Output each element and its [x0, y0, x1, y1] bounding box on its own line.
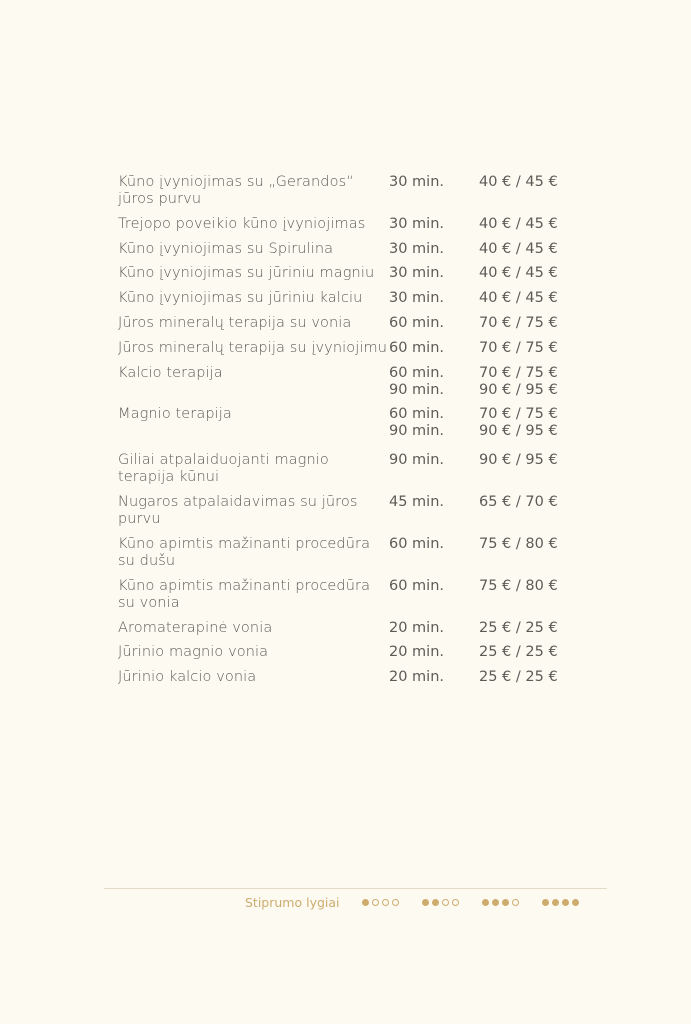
legend-label: Stiprumo lygiai: [245, 895, 340, 910]
treatment-price: 90 € / 95 €: [479, 452, 558, 469]
menu-row: [118, 241, 578, 258]
treatment-price: 70 € / 75 €: [479, 314, 558, 331]
treatment-price: 75 € / 80 €: [479, 535, 558, 552]
treatment-price: 70 € / 75 €: [479, 339, 558, 356]
filled-dot-icon: [492, 899, 499, 906]
menu-row: [118, 669, 578, 686]
empty-dot-icon: [372, 899, 379, 906]
treatment-price: 65 € / 70 €: [479, 494, 558, 511]
filled-dot-icon: [542, 899, 549, 906]
treatment-duration: 60 min. 90 min.: [389, 364, 445, 398]
menu-row: [118, 620, 578, 637]
treatment-name: Aromaterapinė vonia: [118, 619, 273, 636]
treatment-name: Kūno apimtis mažinanti procedūra su vonia: [118, 577, 371, 611]
treatment-duration: 30 min.: [389, 290, 445, 307]
menu-row: [118, 216, 578, 233]
menu-row: [118, 578, 578, 612]
treatment-name: Jūros mineralų terapija su įvyniojimu: [118, 339, 387, 356]
treatment-duration: 20 min.: [389, 644, 445, 661]
treatment-price: 40 € / 45 €: [479, 174, 558, 190]
treatment-duration: 60 min.: [389, 577, 445, 594]
treatment-name: Nugaros atpalaidavimas su jūros purvu: [118, 494, 358, 528]
empty-dot-icon: [452, 899, 459, 906]
treatment-price: 75 € / 80 €: [479, 577, 558, 594]
menu-row: [118, 290, 578, 307]
menu-row: [118, 406, 578, 440]
filled-dot-icon: [422, 899, 429, 906]
treatment-price: 40 € / 45 €: [479, 240, 558, 257]
treatment-duration: 90 min.: [389, 452, 445, 469]
intensity-levels: [362, 899, 582, 906]
filled-dot-icon: [502, 899, 509, 906]
treatment-duration: 45 min.: [389, 494, 445, 511]
menu-row: [118, 452, 578, 486]
treatment-duration: 30 min.: [389, 215, 445, 232]
footer-divider: [104, 888, 607, 889]
treatment-name: Jūrinio kalcio vonia: [118, 669, 257, 686]
empty-dot-icon: [392, 899, 399, 906]
filled-dot-icon: [552, 899, 559, 906]
treatment-name: Trejopo poveikio kūno įvyniojimas: [118, 215, 366, 232]
intensity-level-1: [362, 899, 402, 906]
treatment-duration: 60 min.: [389, 339, 445, 356]
treatment-name: Magnio terapija: [118, 406, 232, 423]
treatment-price: 25 € / 25 €: [479, 644, 558, 661]
treatment-name: Kūno įvyniojimas su jūriniu kalciu: [118, 290, 363, 307]
treatment-menu: [118, 174, 578, 694]
empty-dot-icon: [512, 899, 519, 906]
treatment-name: Jūrinio magnio vonia: [118, 644, 269, 661]
treatment-price: 70 € / 75 € 90 € / 95 €: [479, 364, 558, 398]
treatment-price: 40 € / 45 €: [479, 215, 558, 232]
menu-row: [118, 315, 578, 332]
intensity-level-3: [482, 899, 522, 906]
menu-row: [118, 174, 578, 208]
intensity-legend: [245, 895, 582, 910]
filled-dot-icon: [482, 899, 489, 906]
treatment-price: 25 € / 25 €: [479, 619, 558, 636]
treatment-name: Kūno įvyniojimas su Spirulina: [118, 240, 334, 257]
menu-row: [118, 644, 578, 661]
treatment-name: Kūno įvyniojimas su jūriniu magniu: [118, 265, 375, 282]
treatment-name: Kūno apimtis mažinanti procedūra su dušu: [118, 535, 371, 569]
menu-row: [118, 365, 578, 399]
treatment-duration: 20 min.: [389, 619, 445, 636]
treatment-price: 40 € / 45 €: [479, 265, 558, 282]
treatment-duration: 30 min.: [389, 174, 445, 190]
menu-row: [118, 265, 578, 282]
treatment-price: 70 € / 75 € 90 € / 95 €: [479, 406, 558, 440]
treatment-name: Jūros mineralų terapija su vonia: [118, 314, 352, 331]
treatment-duration: 20 min.: [389, 669, 445, 686]
intensity-level-2: [422, 899, 462, 906]
empty-dot-icon: [382, 899, 389, 906]
filled-dot-icon: [362, 899, 369, 906]
treatment-duration: 30 min.: [389, 265, 445, 282]
empty-dot-icon: [442, 899, 449, 906]
treatment-duration: 60 min. 90 min.: [389, 406, 445, 440]
treatment-price: 25 € / 25 €: [479, 669, 558, 686]
filled-dot-icon: [432, 899, 439, 906]
menu-row: [118, 536, 578, 570]
menu-row: [118, 494, 578, 528]
treatment-duration: 30 min.: [389, 240, 445, 257]
menu-row: [118, 340, 578, 357]
treatment-duration: 60 min.: [389, 314, 445, 331]
filled-dot-icon: [562, 899, 569, 906]
filled-dot-icon: [572, 899, 579, 906]
treatment-name: Giliai atpalaiduojanti magnio terapija kūnui: [118, 452, 329, 486]
intensity-level-4: [542, 899, 582, 906]
treatment-name: Kalcio terapija: [118, 364, 223, 381]
treatment-name: Kūno įvyniojimas su „Gerandos“ jūros purvu: [118, 174, 354, 207]
treatment-price: 40 € / 45 €: [479, 290, 558, 307]
treatment-duration: 60 min.: [389, 535, 445, 552]
